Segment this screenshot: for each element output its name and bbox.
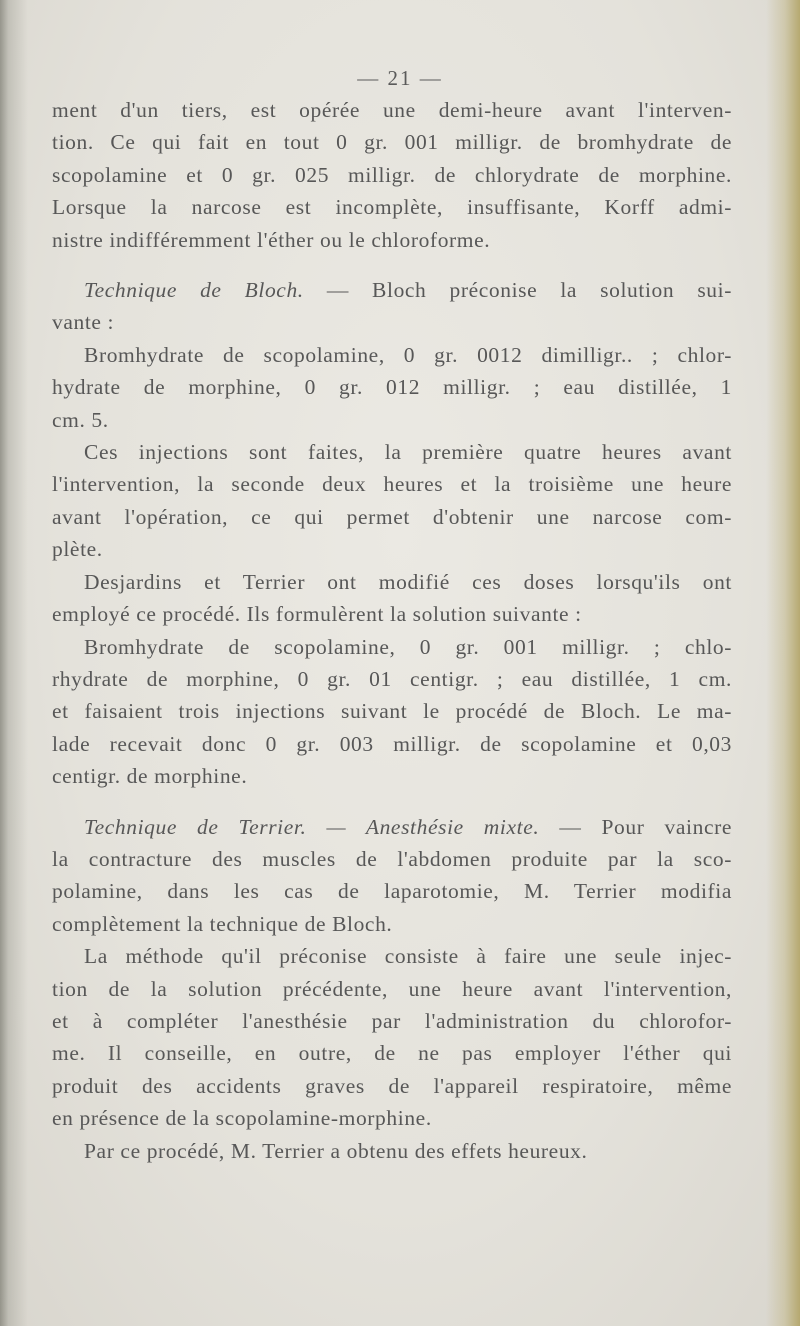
text-fragment: — Bloch préconise la solution sui- (303, 278, 732, 303)
body-text (52, 94, 732, 1167)
page-left-shadow (0, 0, 28, 1326)
text-line: la contracture des muscles de l'abdomen produite par la sco- (52, 846, 732, 871)
text-line: vante : (52, 310, 115, 335)
text-line: lade recevait donc 0 gr. 003 milligr. de scopolamine et 0,03 (52, 731, 732, 756)
text-line (52, 274, 732, 306)
paragraph-korff-continuation (52, 94, 732, 256)
text-line: tion de la solution précédente, une heure avant l'intervention, (52, 976, 732, 1001)
text-line: en présence de la scopolamine-morphine. (52, 1106, 432, 1131)
text-line: employé ce procédé. Ils formulèrent la solution suivante : (52, 602, 582, 627)
paragraph-technique-bloch (52, 274, 732, 339)
paragraph-desjardins-formula (52, 631, 732, 793)
text-line: avant l'opération, ce qui permet d'obtenir une narcose com- (52, 504, 732, 529)
text-line: produit des accidents graves de l'appareil respiratoire, même (52, 1073, 732, 1098)
paragraph-gap (52, 793, 732, 811)
paragraph-desjardins-terrier (52, 566, 732, 631)
section-heading-bloch: Technique de Bloch. (84, 278, 304, 303)
text-line: Par ce procédé, M. Terrier a obtenu des effets heureux. (84, 1138, 588, 1163)
text-line: me. Il conseille, en outre, de ne pas employer l'éther qui (52, 1041, 732, 1066)
paragraph-technique-terrier (52, 811, 732, 941)
text-line: complètement la technique de Bloch. (52, 911, 393, 936)
paragraph-bloch-formula (52, 339, 732, 436)
text-line: nistre indifféremment l'éther ou le chloroforme. (52, 227, 491, 252)
paragraph-gap (52, 256, 732, 274)
text-line: et à compléter l'anesthésie par l'administration du chlorofor- (52, 1008, 732, 1033)
text-line: Ces injections sont faites, la première quatre heures avant (84, 440, 732, 465)
text-line: Bromhydrate de scopolamine, 0 gr. 001 milligr. ; chlo- (84, 634, 732, 659)
text-line: tion. Ce qui fait en tout 0 gr. 001 milligr. de bromhydrate de (52, 130, 732, 155)
paragraph-methode (52, 940, 732, 1134)
paragraph-injections (52, 436, 732, 566)
text-line: Bromhydrate de scopolamine, 0 gr. 0012 dimilligr.. ; chlor- (84, 342, 732, 367)
text-line: centigr. de morphine. (52, 764, 248, 789)
section-heading-terrier: Technique de Terrier. — Anesthésie mixte. (84, 814, 540, 839)
text-line: La méthode qu'il préconise consiste à faire une seule injec- (84, 944, 732, 969)
text-line: l'intervention, la seconde deux heures et la troisième une heure (52, 472, 732, 497)
text-line: polamine, dans les cas de laparotomie, M. Terrier modifia (52, 879, 732, 904)
text-line (52, 811, 732, 843)
text-fragment: — Pour vaincre (539, 814, 732, 839)
text-line: Lorsque la narcose est incomplète, insuffisante, Korff admi- (52, 195, 732, 220)
text-line: ment d'un tiers, est opérée une demi-heure avant l'interven- (52, 98, 732, 122)
text-line: Desjardins et Terrier ont modifié ces doses lorsqu'ils ont (84, 569, 732, 594)
paragraph-conclusion (52, 1135, 732, 1167)
text-line: scopolamine et 0 gr. 025 milligr. de chlorydrate de morphine. (52, 162, 732, 187)
page-number: — 21 — (357, 66, 443, 90)
text-line: plète. (52, 537, 103, 562)
text-line: rhydrate de morphine, 0 gr. 01 centigr. ; eau distillée, 1 cm. (52, 666, 732, 691)
text-line: et faisaient trois injections suivant le procédé de Bloch. Le ma- (52, 699, 732, 724)
text-line: hydrate de morphine, 0 gr. 012 milligr. ; eau distillée, 1 (52, 375, 732, 400)
page-right-discoloration (766, 0, 800, 1326)
text-line: cm. 5. (52, 407, 109, 432)
